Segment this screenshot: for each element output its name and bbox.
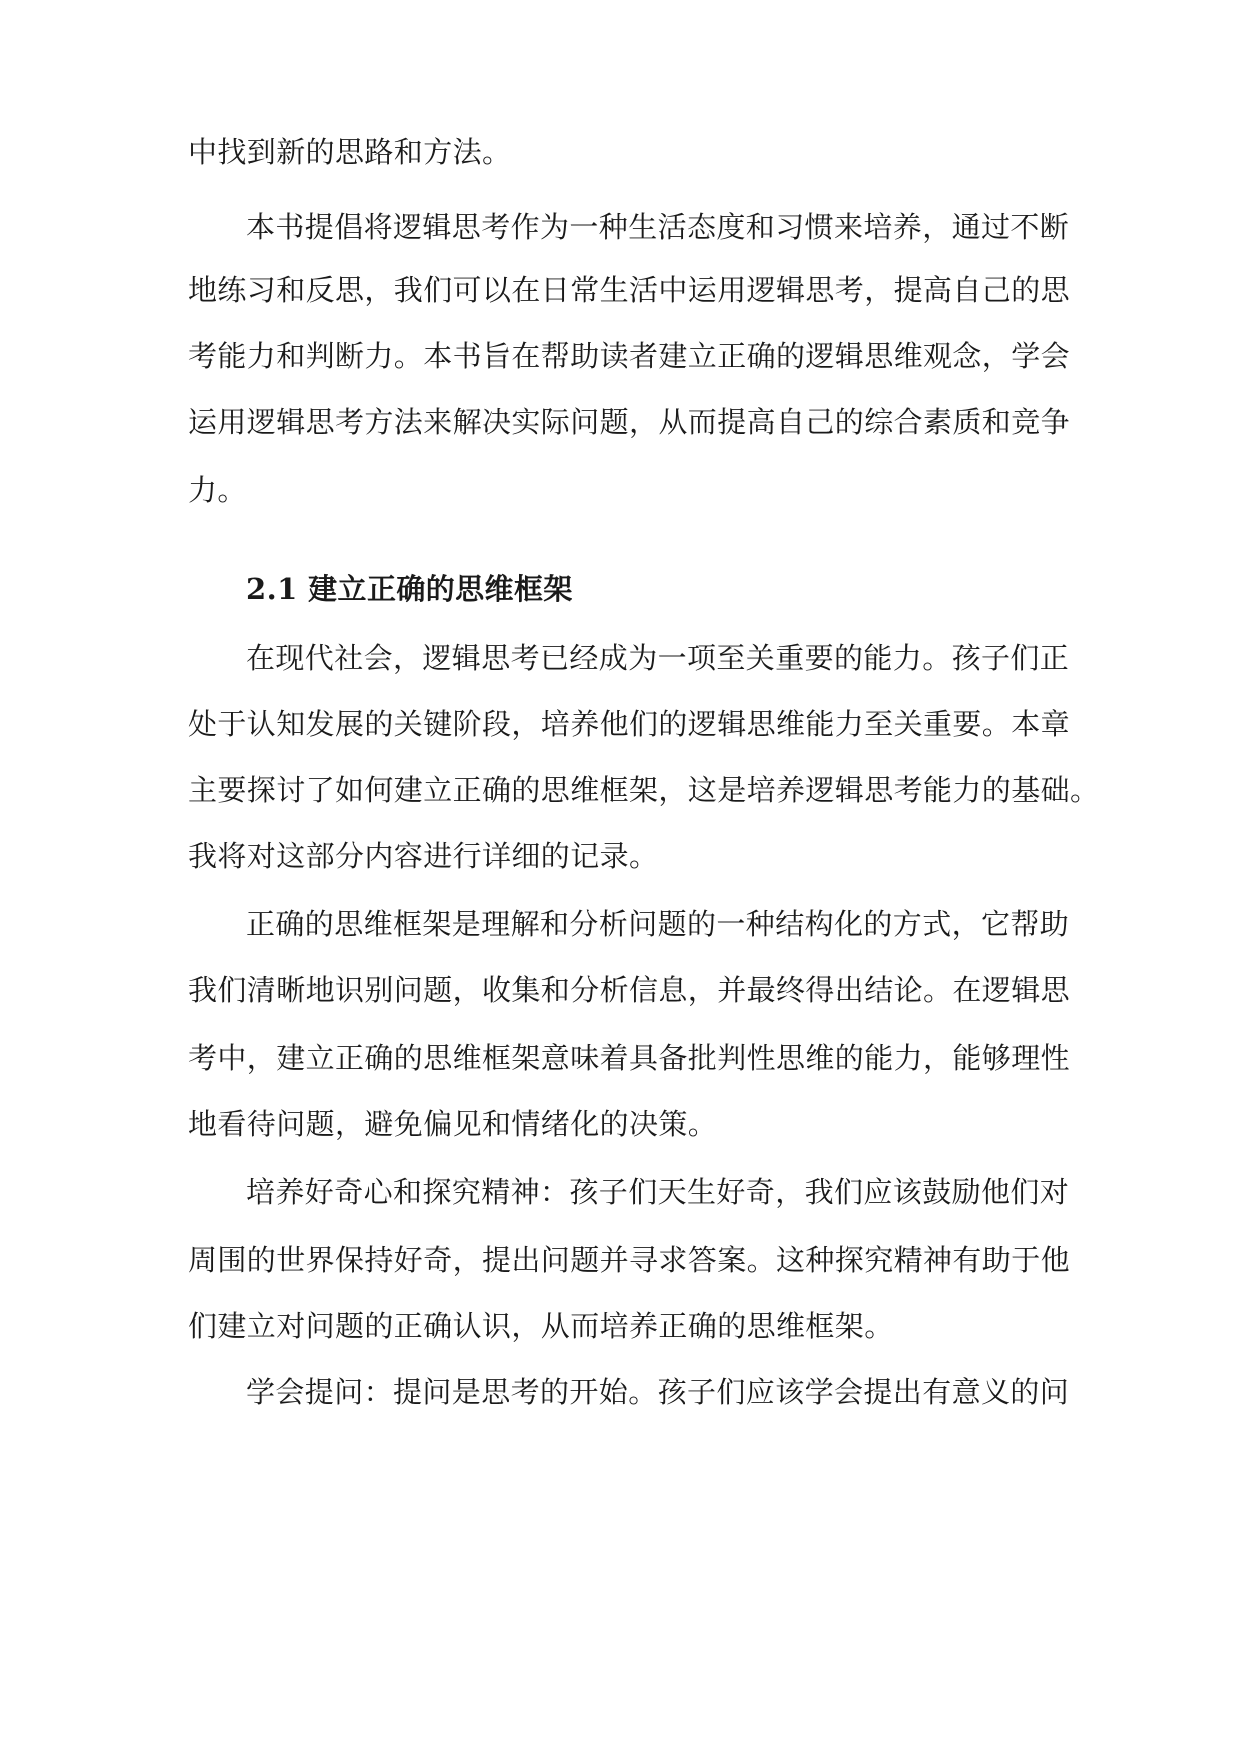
paragraph-first-line: 培养好奇心和探究精神：孩子们天生好奇，我们应该鼓励他们对 <box>246 1175 1070 1209</box>
paragraph-first-line: 正确的思维框架是理解和分析问题的一种结构化的方式，它帮助 <box>246 907 1070 941</box>
text-line: 地看待问题，避免偏见和情绪化的决策。 <box>188 1107 718 1141</box>
text-line: 力。 <box>188 473 247 507</box>
text-line: 处于认知发展的关键阶段，培养他们的逻辑思维能力至关重要。本章 <box>188 707 1071 741</box>
text-line: 们建立对问题的正确认识，从而培养正确的思维框架。 <box>188 1309 894 1343</box>
paragraph-first-line: 学会提问：提问是思考的开始。孩子们应该学会提出有意义的问 <box>246 1375 1070 1409</box>
paragraph-first-line: 本书提倡将逻辑思考作为一种生活态度和习惯来培养，通过不断 <box>246 210 1070 244</box>
text-line: 中找到新的思路和方法。 <box>188 135 512 169</box>
paragraph-first-line: 在现代社会，逻辑思考已经成为一项至关重要的能力。孩子们正 <box>246 641 1070 675</box>
text-line: 我们清晰地识别问题，收集和分析信息，并最终得出结论。在逻辑思 <box>188 973 1071 1007</box>
section-heading: 2.1 建立正确的思维框架 <box>246 572 573 606</box>
text-line: 周围的世界保持好奇，提出问题并寻求答案。这种探究精神有助于他 <box>188 1243 1071 1277</box>
text-line: 运用逻辑思考方法来解决实际问题，从而提高自己的综合素质和竞争 <box>188 405 1071 439</box>
text-line: 我将对这部分内容进行详细的记录。 <box>188 839 659 873</box>
text-line: 地练习和反思，我们可以在日常生活中运用逻辑思考，提高自己的思 <box>188 273 1071 307</box>
text-line: 考能力和判断力。本书旨在帮助读者建立正确的逻辑思维观念，学会 <box>188 339 1071 373</box>
text-line: 考中，建立正确的思维框架意味着具备批判性思维的能力，能够理性 <box>188 1041 1071 1075</box>
text-line: 主要探讨了如何建立正确的思维框架，这是培养逻辑思考能力的基础。 <box>188 773 1100 807</box>
